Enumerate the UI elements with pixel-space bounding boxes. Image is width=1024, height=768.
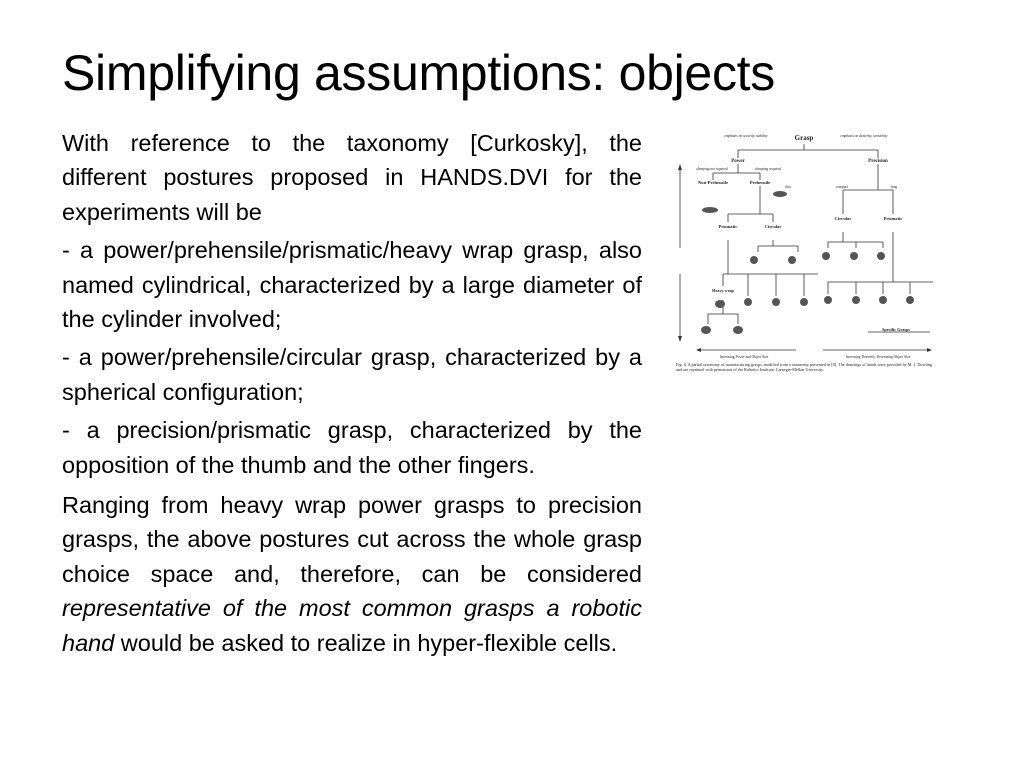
note-long: long (890, 185, 898, 189)
grasp-taxonomy-figure (668, 128, 940, 380)
node-grasp: Grasp (794, 134, 814, 142)
node-non-prehensile: Non-Prehensile (697, 180, 729, 185)
intro-paragraph: With reference to the taxonomy [Curkosky], the different postures proposed in HANDS.DVI for the experiments will be (62, 130, 642, 225)
slide-body (62, 126, 642, 666)
node-prismatic-power: Prismatic (718, 224, 738, 229)
label-increasing-power: Increasing Power and Object Size (719, 355, 769, 359)
node-prehensile: Prehensile (749, 180, 771, 185)
closing-paragraph (62, 488, 642, 660)
note-thin: thin (785, 185, 791, 189)
note-clamping-not-required: clamping not required (696, 167, 728, 171)
grasp-bullet-circular: - a power/prehensile/circular grasp, characterized by a spherical configuration; (62, 344, 642, 405)
note-security: emphasis on security, stability (724, 134, 768, 138)
closing-text-start: Ranging from heavy wrap power grasps to precision grasps, the above postures cut across the whole grasp choice space and, therefore, can be considered (62, 492, 642, 587)
grasp-bullet-heavy-wrap: - a power/prehensile/prismatic/heavy wrap grasp, also named cylindrical, characterized by a large diameter of the cylinder involved; (62, 237, 642, 333)
label-specific-grasps: Specific Grasps (882, 327, 910, 332)
figure-caption: Fig. 4. A partial taxonomy of manufacturing grasps, modified from a taxonomy presented in [8]. The drawings of hands were provided by M. J. Dowling and are reprinted with permission of the Robotics Institute, Carnegie-Mellon University. (676, 362, 933, 372)
note-dexterity: emphasis on dexterity, sensitivity (840, 134, 888, 138)
label-increasing-dexterity: Increasing Dexterity, Decreasing Object Size (845, 355, 911, 359)
note-compact: compact (835, 185, 849, 189)
node-heavy-wrap: Heavy wrap (712, 288, 734, 293)
node-prismatic-precision: Prismatic (883, 216, 903, 221)
node-circular-precision: Circular (834, 216, 852, 221)
note-clamping-required: clamping required (754, 167, 782, 171)
closing-emphasis: representative of the most common grasps a robotic hand (62, 595, 642, 656)
node-circular-power: Circular (764, 224, 782, 229)
slide-title: Simplifying assumptions: objects (62, 45, 775, 101)
hand-drawings (701, 191, 914, 334)
closing-text-end: would be asked to realize in hyper-flexible cells. (114, 629, 618, 656)
grasp-bullet-precision-prismatic: - a precision/prismatic grasp, characterized by the opposition of the thumb and the other fingers. (62, 417, 642, 478)
taxonomy-tree-diagram (668, 128, 940, 380)
node-precision: Precision (868, 159, 888, 164)
node-power: Power (731, 159, 745, 164)
